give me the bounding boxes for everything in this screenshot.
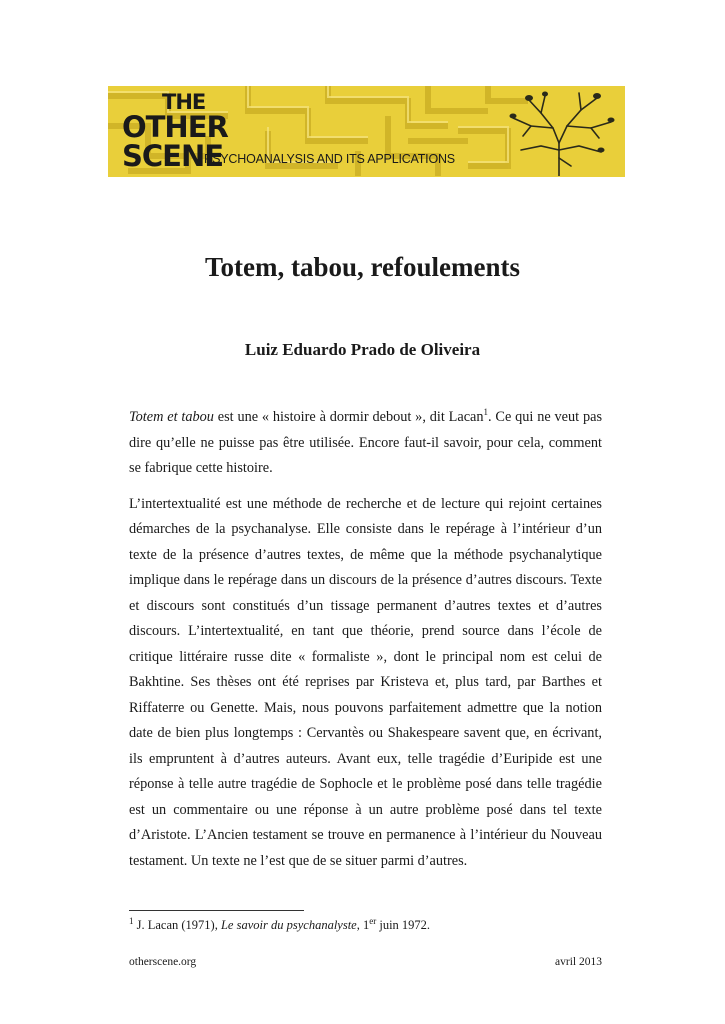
- footnote-number: 1: [129, 915, 134, 926]
- footnote-divider: [129, 910, 304, 911]
- book-title-italic: Totem et tabou: [129, 409, 214, 425]
- tree-with-birds-icon: [501, 88, 621, 176]
- author-name: Luiz Eduardo Prado de Oliveira: [244, 340, 481, 359]
- logo-the: THE: [162, 90, 206, 114]
- footer-date: avril 2013: [555, 956, 602, 968]
- paragraph-1-text-b: . Ce qui ne veut pas dire qu’elle ne puisse pas être utilisée. Encore faut-il savoir, pour cela, comment se fabrique cette histoire.: [129, 409, 603, 476]
- logo-other: OTHER: [122, 110, 228, 144]
- footnote-text-a: J. Lacan (1971),: [133, 918, 221, 932]
- header-banner: [108, 86, 625, 177]
- footnote-ordinal: er: [369, 915, 377, 926]
- document-title: Totem, tabou, refoulements: [205, 252, 520, 282]
- logo-scene: SCENE: [122, 139, 224, 173]
- footnote-book-title: Le savoir du psychanalyste: [220, 918, 357, 932]
- body-text: [129, 405, 602, 884]
- banner-tagline: PSYCHOANALYSIS AND ITS APPLICATIONS: [204, 152, 455, 166]
- footer-site: otherscene.org: [129, 956, 197, 968]
- footnote: [129, 915, 431, 933]
- footnote-ref: 1: [483, 407, 489, 418]
- footnote-text-c: juin 1972.: [376, 918, 431, 932]
- paragraph-1: [129, 405, 602, 482]
- paragraph-1-text-a: est une « histoire à dormir debout », dit Lacan: [213, 409, 484, 425]
- paragraph-2: L’intertextualité est une méthode de recherche et de lecture qui rejoint certaines démarches de la psychanalyse. Elle consiste dans le repérage à l’intérieur d’un texte de la présence d’autres textes, de même que la méthode psychanalytique implique dans le repérage dans un discours de la présence d’autres discours. Texte et discours sont constitués d’un tissage permanent d’autres textes et d’autres discours. L’intertextualité, en tant que théorie, prend source dans l’école de critique littéraire russe dite « formaliste », dont le principal nom est celui de Bakhtine. Ses thèses ont été reprises par Kristeva et, plus tard, par Barthes et Riffaterre ou Genette. Mais, nous pouvons parfaitement admettre que la notion date de bien plus longtemps : Cervantès ou Shakespeare savent que, en écrivant, ils empruntent à d’autres auteurs. Avant eux, telle tragédie d’Euripide est une réponse à telle autre tragédie de Sophocle et le problème posé dans telle tragédie est un commentaire ou une réponse à un autre problème posé dans tel texte d’Aristote. L’Ancien testament se trouve en permanence à l’intérieur du Nouveau testament. Un texte ne l’est que de se situer parmi d’autres.: [129, 495, 602, 869]
- footnote-text-b: , 1: [356, 918, 370, 932]
